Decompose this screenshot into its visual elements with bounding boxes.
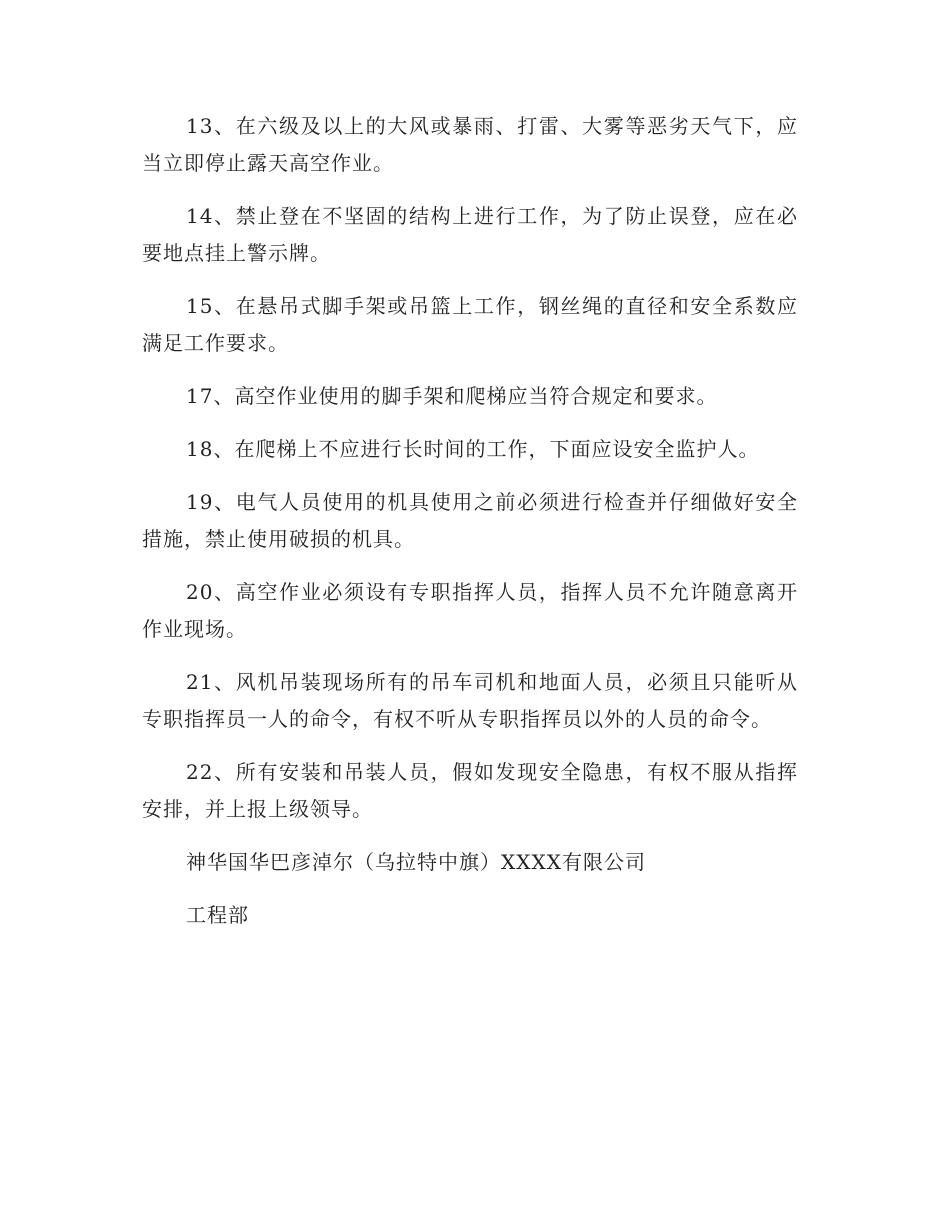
clause-14: 14、禁止登在不坚固的结构上进行工作，为了防止误登，应在必要地点挂上警示牌。 (142, 204, 798, 265)
clause-15: 15、在悬吊式脚手架或吊篮上工作，钢丝绳的直径和安全系数应满足工作要求。 (142, 294, 798, 355)
company-name: 神华国华巴彦淖尔（乌拉特中旗）XXXX有限公司 (186, 850, 646, 874)
clause-19: 19、电气人员使用的机具使用之前必须进行检查并仔细做好安全措施，禁止使用破损的机具。 (142, 490, 798, 551)
department-name: 工程部 (186, 903, 249, 927)
clause-18: 18、在爬梯上不应进行长时间的工作，下面应设安全监护人。 (186, 437, 760, 461)
clause-17: 17、高空作业使用的脚手架和爬梯应当符合规定和要求。 (186, 384, 718, 408)
clause-20: 20、高空作业必须设有专职指挥人员，指挥人员不允许随意离开作业现场。 (142, 580, 798, 641)
clause-13: 13、在六级及以上的大风或暴雨、打雷、大雾等恶劣天气下，应当立即停止露天高空作业。 (142, 114, 798, 175)
document-body (142, 108, 798, 950)
clause-22: 22、所有安装和吊装人员，假如发现安全隐患，有权不服从指挥安排，并上报上级领导。 (142, 760, 798, 821)
clause-21: 21、风机吊装现场所有的吊车司机和地面人员，必须且只能听从专职指挥员一人的命令，有权不听从专职指挥员以外的人员的命令。 (142, 670, 798, 731)
